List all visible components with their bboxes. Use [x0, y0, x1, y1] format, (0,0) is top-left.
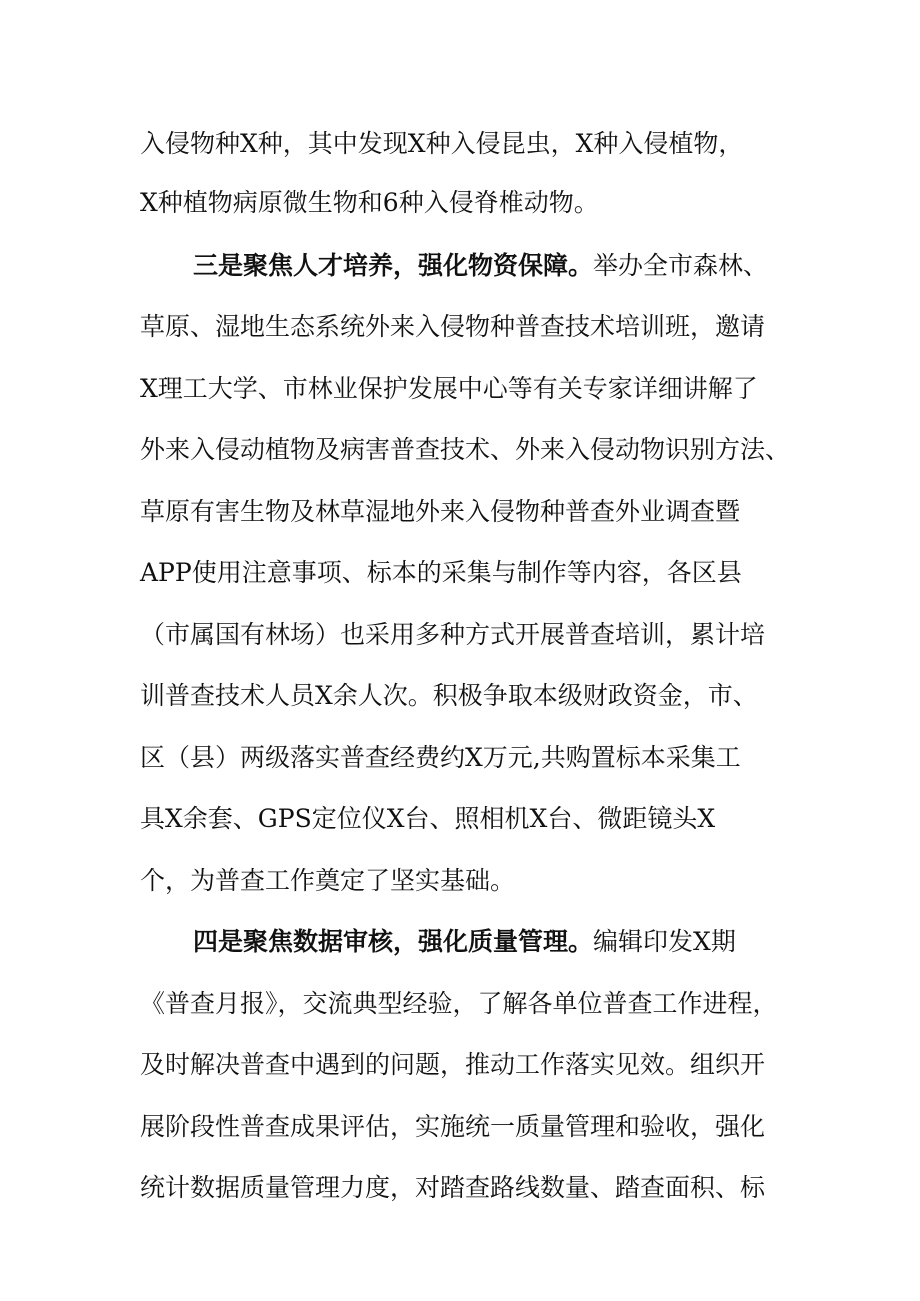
- text-line-18: 统计数据质量管理力度，对踏查路线数量、踏查面积、标: [140, 1173, 766, 1202]
- section-heading-4: 四是聚焦数据审核，强化质量管理。: [193, 927, 594, 956]
- text-line-5: X理工大学、市林业保护发展中心等有关专家详细讲解了: [140, 374, 758, 403]
- text-line-8: APP使用注意事项、标本的采集与制作等内容，各区县: [140, 558, 742, 587]
- text-line-11: 区（县）两级落实普查经费约X万元,共购置标本采集工: [140, 743, 741, 772]
- paragraph-3-first-line: [193, 246, 768, 286]
- text-line-1: 入侵物种X种，其中发现X种入侵昆虫，X种入侵植物，: [140, 129, 744, 158]
- text-line-13: 个，为普查工作奠定了坚实基础。: [140, 866, 516, 895]
- text-line-2: X种植物病原微生物和6种入侵脊椎动物。: [140, 188, 599, 217]
- text-segment-14: 编辑印发X期: [593, 927, 736, 956]
- text-line-4: 草原、湿地生态系统外来入侵物种普查技术培训班，邀请: [140, 312, 766, 341]
- section-heading-3: 三是聚焦人才培养，强化物资保障。: [193, 251, 594, 280]
- paragraph-4-first-line: [193, 922, 736, 962]
- text-line-9: （市属国有林场）也采用多种方式开展普查培训，累计培: [140, 620, 766, 649]
- text-line-7: 草原有害生物及林草湿地外来入侵物种普查外业调查暨: [140, 497, 741, 526]
- text-line-15: 《普查月报》，交流典型经验，了解各单位普查工作进程，: [140, 989, 778, 1018]
- text-line-6: 外来入侵动植物及病害普查技术、外来入侵动物识别方法、: [140, 435, 791, 464]
- text-line-16: 及时解决普查中遇到的问题，推动工作落实见效。组织开: [140, 1050, 766, 1079]
- text-line-17: 展阶段性普查成果评估，实施统一质量管理和验收，强化: [140, 1112, 766, 1141]
- text-line-10: 训普查技术人员X余人次。积极争取本级财政资金，市、: [140, 681, 758, 710]
- text-segment-3: 举办全市森林、: [593, 251, 769, 280]
- text-line-12: 具X余套、GPS定位仪X台、照相机X台、微距镜头X: [140, 804, 716, 833]
